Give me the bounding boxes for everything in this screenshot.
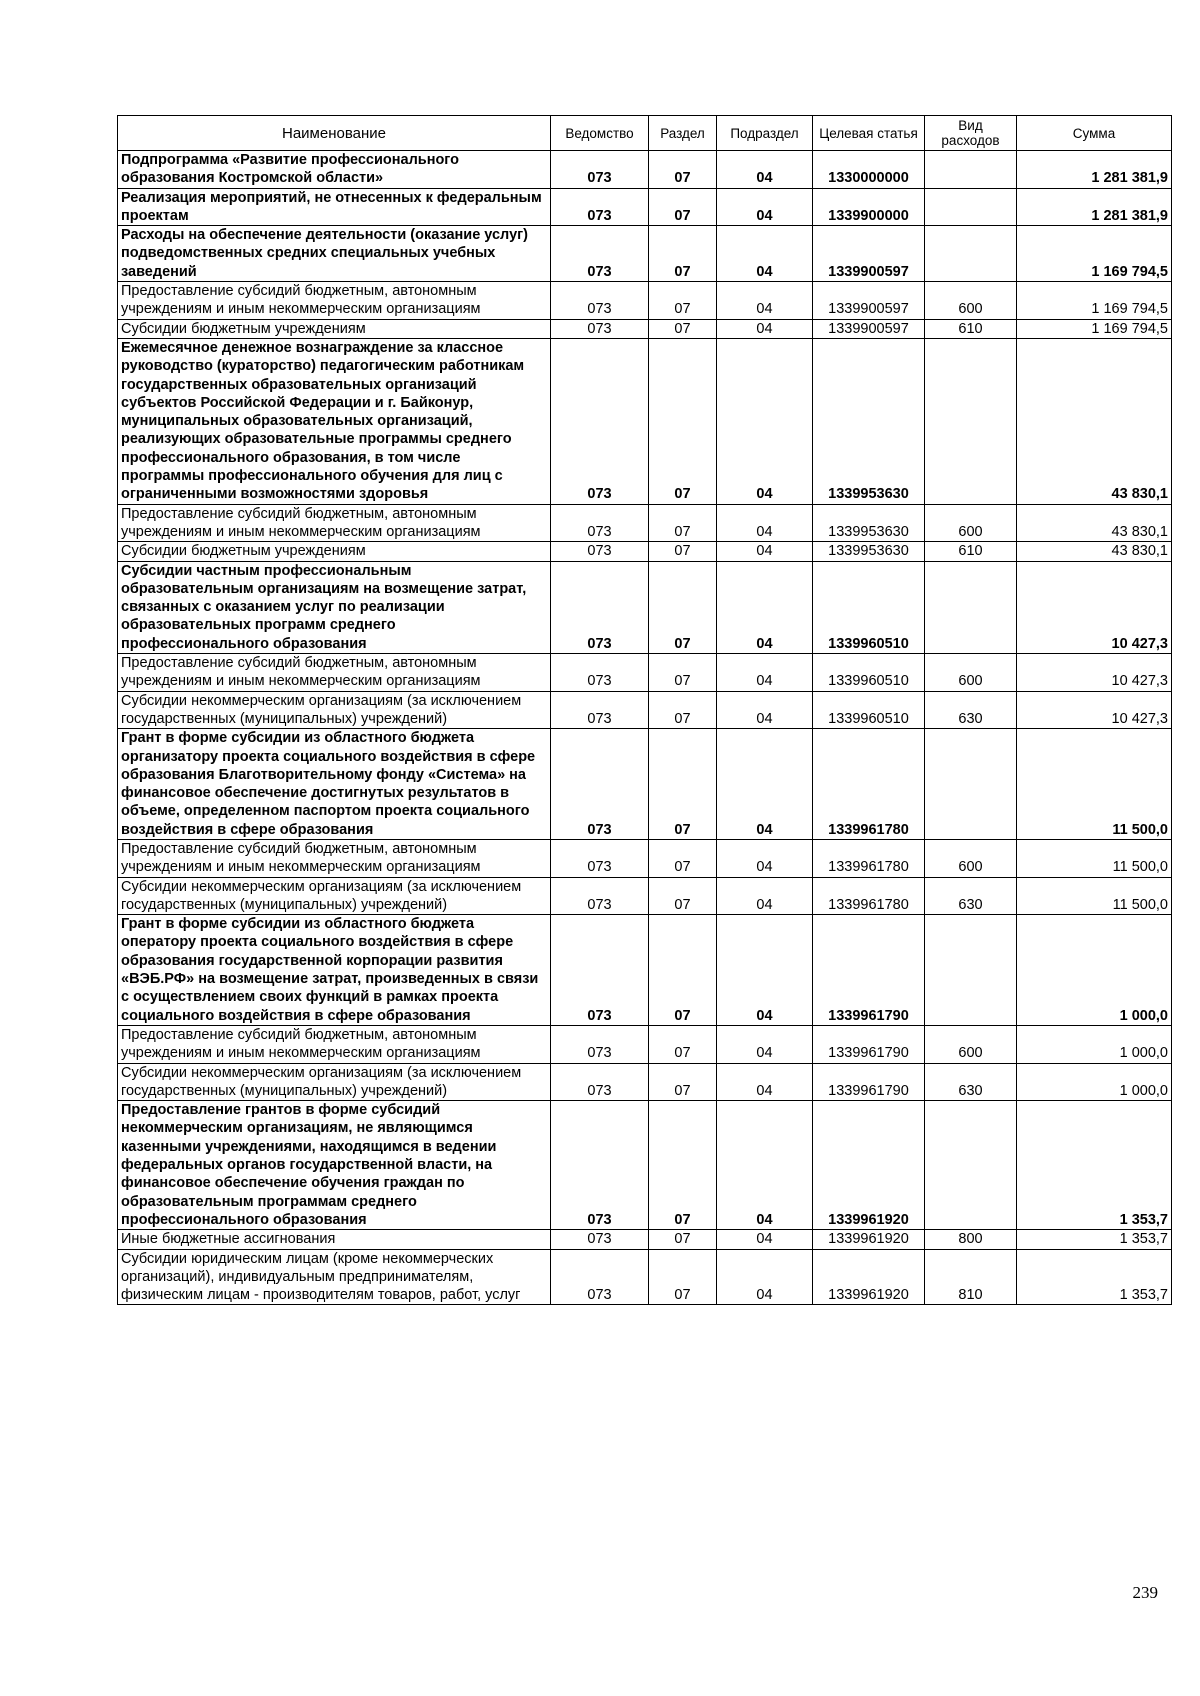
cell-target: 1339961780 [813, 729, 925, 840]
cell-target: 1339961920 [813, 1249, 925, 1305]
cell-exptype [925, 729, 1017, 840]
cell-target: 1330000000 [813, 151, 925, 189]
cell-subsection: 04 [717, 1063, 813, 1101]
cell-exptype [925, 188, 1017, 226]
cell-exptype: 600 [925, 1025, 1017, 1063]
cell-section: 07 [649, 561, 717, 653]
cell-target: 1339961790 [813, 1063, 925, 1101]
cell-subsection: 04 [717, 729, 813, 840]
cell-subsection: 04 [717, 654, 813, 692]
cell-dept: 073 [551, 877, 649, 915]
page-number: 239 [1132, 1583, 1158, 1602]
cell-name: Предоставление субсидий бюджетным, автономным учреждениям и иным некоммерческим организациям [118, 1025, 551, 1063]
cell-target: 1339960510 [813, 561, 925, 653]
cell-exptype [925, 226, 1017, 282]
cell-subsection: 04 [717, 839, 813, 877]
cell-sum: 1 000,0 [1017, 915, 1172, 1026]
cell-section: 07 [649, 338, 717, 504]
cell-sum: 1 281 381,9 [1017, 188, 1172, 226]
cell-target: 1339953630 [813, 338, 925, 504]
cell-subsection: 04 [717, 188, 813, 226]
cell-dept: 073 [551, 915, 649, 1026]
cell-sum: 1 169 794,5 [1017, 226, 1172, 282]
cell-subsection: 04 [717, 1249, 813, 1305]
cell-dept: 073 [551, 691, 649, 729]
cell-sum: 10 427,3 [1017, 561, 1172, 653]
table-row [118, 1063, 1172, 1101]
table-row [118, 877, 1172, 915]
table-row [118, 151, 1172, 189]
cell-section: 07 [649, 319, 717, 338]
table-row [118, 226, 1172, 282]
cell-dept: 073 [551, 729, 649, 840]
cell-target: 1339960510 [813, 691, 925, 729]
cell-dept: 073 [551, 561, 649, 653]
cell-dept: 073 [551, 151, 649, 189]
cell-exptype: 600 [925, 839, 1017, 877]
cell-name: Расходы на обеспечение деятельности (оказание услуг) подведомственных средних специальных учебных заведений [118, 226, 551, 282]
table-row [118, 654, 1172, 692]
cell-subsection: 04 [717, 561, 813, 653]
table-row [118, 729, 1172, 840]
cell-exptype: 600 [925, 654, 1017, 692]
cell-name: Субсидии юридическим лицам (кроме некоммерческих организаций), индивидуальным предпринимателям, физическим лицам - производителям товаров, работ, услуг [118, 1249, 551, 1305]
cell-dept: 073 [551, 226, 649, 282]
cell-sum: 43 830,1 [1017, 504, 1172, 542]
cell-target: 1339900597 [813, 282, 925, 320]
cell-sum: 11 500,0 [1017, 729, 1172, 840]
cell-subsection: 04 [717, 151, 813, 189]
header-name: Наименование [118, 116, 551, 151]
cell-section: 07 [649, 1025, 717, 1063]
cell-name: Иные бюджетные ассигнования [118, 1230, 551, 1249]
table-body [118, 151, 1172, 1305]
cell-target: 1339953630 [813, 504, 925, 542]
cell-dept: 073 [551, 188, 649, 226]
cell-section: 07 [649, 282, 717, 320]
cell-name: Предоставление субсидий бюджетным, автономным учреждениям и иным некоммерческим организациям [118, 839, 551, 877]
cell-dept: 073 [551, 504, 649, 542]
cell-subsection: 04 [717, 1025, 813, 1063]
table-row [118, 1249, 1172, 1305]
cell-dept: 073 [551, 338, 649, 504]
cell-exptype: 630 [925, 877, 1017, 915]
cell-section: 07 [649, 226, 717, 282]
cell-section: 07 [649, 1230, 717, 1249]
cell-name: Грант в форме субсидии из областного бюджета организатору проекта социального воздействия в сфере образования Благотворительному фонду «Система» на финансовое обеспечение достигнутых результатов в объеме, определенном паспортом проекта социального воздействия в сфере образования [118, 729, 551, 840]
cell-sum: 1 281 381,9 [1017, 151, 1172, 189]
cell-sum: 1 169 794,5 [1017, 319, 1172, 338]
budget-table [117, 115, 1172, 1305]
table-row [118, 1025, 1172, 1063]
cell-exptype: 630 [925, 691, 1017, 729]
header-subsection: Подраздел [717, 116, 813, 151]
header-row [118, 116, 1172, 151]
cell-dept: 073 [551, 654, 649, 692]
cell-section: 07 [649, 1063, 717, 1101]
cell-sum: 1 353,7 [1017, 1230, 1172, 1249]
header-dept: Ведомство [551, 116, 649, 151]
cell-name: Субсидии некоммерческим организациям (за исключением государственных (муниципальных) учреждений) [118, 691, 551, 729]
cell-exptype [925, 561, 1017, 653]
cell-section: 07 [649, 504, 717, 542]
table-row [118, 319, 1172, 338]
cell-name: Предоставление субсидий бюджетным, автономным учреждениям и иным некоммерческим организациям [118, 504, 551, 542]
cell-exptype: 600 [925, 504, 1017, 542]
cell-section: 07 [649, 151, 717, 189]
cell-subsection: 04 [717, 504, 813, 542]
cell-sum: 10 427,3 [1017, 691, 1172, 729]
cell-dept: 073 [551, 1101, 649, 1230]
cell-target: 1339900597 [813, 226, 925, 282]
cell-section: 07 [649, 542, 717, 561]
cell-name: Субсидии бюджетным учреждениям [118, 319, 551, 338]
cell-target: 1339960510 [813, 654, 925, 692]
cell-name: Субсидии некоммерческим организациям (за исключением государственных (муниципальных) учреждений) [118, 877, 551, 915]
cell-sum: 10 427,3 [1017, 654, 1172, 692]
cell-section: 07 [649, 1101, 717, 1230]
cell-exptype [925, 1101, 1017, 1230]
cell-section: 07 [649, 877, 717, 915]
cell-exptype: 600 [925, 282, 1017, 320]
cell-target: 1339953630 [813, 542, 925, 561]
cell-section: 07 [649, 915, 717, 1026]
cell-section: 07 [649, 1249, 717, 1305]
table-row [118, 504, 1172, 542]
cell-sum: 1 353,7 [1017, 1101, 1172, 1230]
table-row [118, 1230, 1172, 1249]
cell-dept: 073 [551, 1025, 649, 1063]
header-section: Раздел [649, 116, 717, 151]
cell-name: Субсидии некоммерческим организациям (за исключением государственных (муниципальных) учреждений) [118, 1063, 551, 1101]
cell-dept: 073 [551, 542, 649, 561]
cell-section: 07 [649, 188, 717, 226]
header-exptype: Вид расходов [925, 116, 1017, 151]
cell-sum: 11 500,0 [1017, 877, 1172, 915]
cell-name: Предоставление субсидий бюджетным, автономным учреждениям и иным некоммерческим организациям [118, 654, 551, 692]
cell-target: 1339961790 [813, 1025, 925, 1063]
cell-name: Ежемесячное денежное вознаграждение за классное руководство (кураторство) педагогическим работникам государственных образовательных организаций субъектов Российской Федерации и г. Байконур, муниципальных образовательных организаций, реализующих образовательные программы среднего профессионального образования, в том числе программы профессионального обучения для лиц с ограниченными возможностями здоровья [118, 338, 551, 504]
cell-dept: 073 [551, 1063, 649, 1101]
cell-subsection: 04 [717, 226, 813, 282]
cell-exptype: 630 [925, 1063, 1017, 1101]
cell-dept: 073 [551, 1249, 649, 1305]
cell-target: 1339961790 [813, 915, 925, 1026]
cell-exptype [925, 915, 1017, 1026]
cell-name: Субсидии бюджетным учреждениям [118, 542, 551, 561]
cell-target: 1339961780 [813, 839, 925, 877]
cell-subsection: 04 [717, 282, 813, 320]
cell-exptype [925, 338, 1017, 504]
table-row [118, 691, 1172, 729]
cell-subsection: 04 [717, 877, 813, 915]
cell-subsection: 04 [717, 542, 813, 561]
cell-subsection: 04 [717, 691, 813, 729]
cell-dept: 073 [551, 1230, 649, 1249]
table-row [118, 542, 1172, 561]
cell-target: 1339961920 [813, 1101, 925, 1230]
cell-exptype: 810 [925, 1249, 1017, 1305]
header-target: Целевая статья [813, 116, 925, 151]
table-row [118, 188, 1172, 226]
cell-subsection: 04 [717, 338, 813, 504]
cell-name: Реализация мероприятий, не отнесенных к федеральным проектам [118, 188, 551, 226]
cell-sum: 1 000,0 [1017, 1063, 1172, 1101]
cell-dept: 073 [551, 319, 649, 338]
cell-dept: 073 [551, 282, 649, 320]
cell-exptype: 610 [925, 319, 1017, 338]
cell-dept: 073 [551, 839, 649, 877]
cell-name: Предоставление субсидий бюджетным, автономным учреждениям и иным некоммерческим организациям [118, 282, 551, 320]
cell-target: 1339961780 [813, 877, 925, 915]
cell-section: 07 [649, 839, 717, 877]
table-row [118, 282, 1172, 320]
cell-name: Субсидии частным профессиональным образовательным организациям на возмещение затрат, связанных с оказанием услуг по реализации образовательных программ среднего профессионального образования [118, 561, 551, 653]
cell-target: 1339900000 [813, 188, 925, 226]
cell-subsection: 04 [717, 1230, 813, 1249]
cell-exptype: 610 [925, 542, 1017, 561]
table-row [118, 839, 1172, 877]
cell-name: Предоставление грантов в форме субсидий некоммерческим организациям, не являющимся казенными учреждениями, находящимся в ведении федеральных органов государственной власти, на финансовое обеспечение обучения граждан по образовательным программам среднего профессионального образования [118, 1101, 551, 1230]
cell-sum: 11 500,0 [1017, 839, 1172, 877]
cell-subsection: 04 [717, 319, 813, 338]
cell-target: 1339900597 [813, 319, 925, 338]
cell-section: 07 [649, 654, 717, 692]
table-row [118, 338, 1172, 504]
cell-subsection: 04 [717, 1101, 813, 1230]
cell-target: 1339961920 [813, 1230, 925, 1249]
cell-name: Грант в форме субсидии из областного бюджета оператору проекта социального воздействия в сфере образования государственной корпорации развития «ВЭБ.РФ» на возмещение затрат, произведенных в связи с осуществлением своих функций в рамках проекта социального воздействия в сфере образования [118, 915, 551, 1026]
cell-section: 07 [649, 729, 717, 840]
header-sum: Сумма [1017, 116, 1172, 151]
cell-name: Подпрограмма «Развитие профессионального образования Костромской области» [118, 151, 551, 189]
table-row [118, 1101, 1172, 1230]
cell-sum: 1 169 794,5 [1017, 282, 1172, 320]
cell-sum: 43 830,1 [1017, 338, 1172, 504]
table-row [118, 915, 1172, 1026]
cell-sum: 1 000,0 [1017, 1025, 1172, 1063]
cell-sum: 43 830,1 [1017, 542, 1172, 561]
cell-exptype: 800 [925, 1230, 1017, 1249]
cell-section: 07 [649, 691, 717, 729]
cell-exptype [925, 151, 1017, 189]
cell-sum: 1 353,7 [1017, 1249, 1172, 1305]
cell-subsection: 04 [717, 915, 813, 1026]
table-row [118, 561, 1172, 653]
